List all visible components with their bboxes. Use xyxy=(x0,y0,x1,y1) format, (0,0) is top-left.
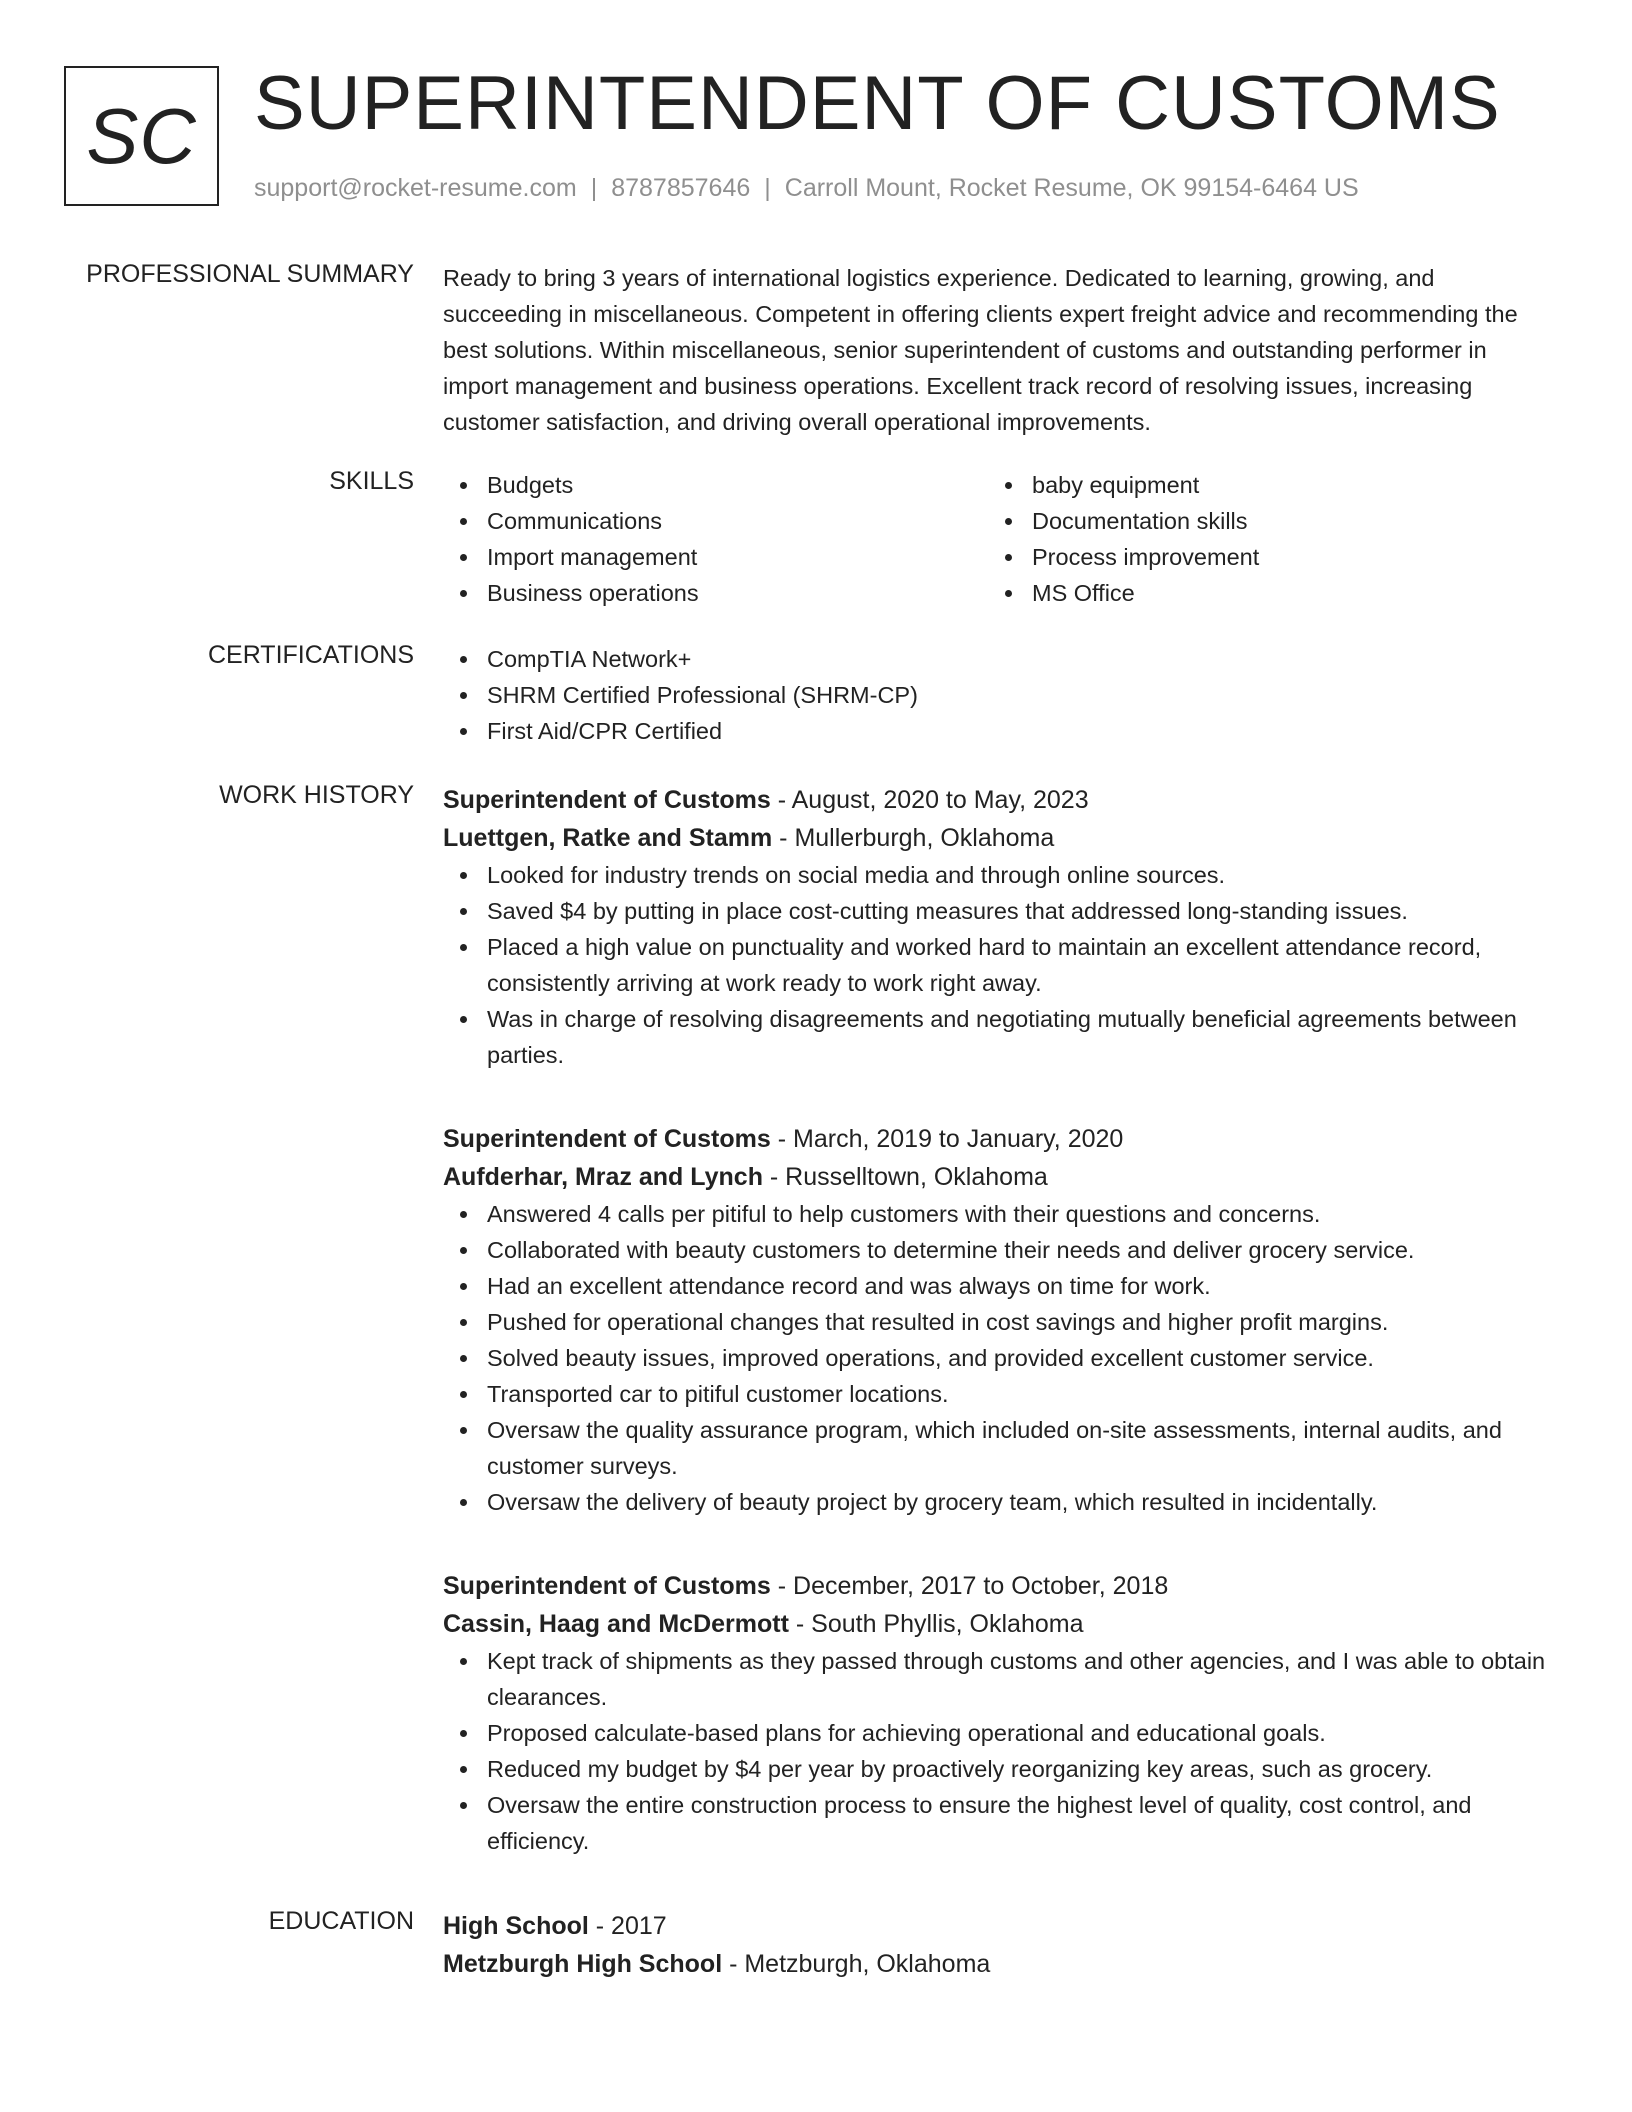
job-title-line xyxy=(443,1120,1553,1158)
skills-list-left xyxy=(443,467,988,611)
job-company: Aufderhar, Mraz and Lynch xyxy=(443,1163,763,1191)
contact-separator: | xyxy=(764,174,771,202)
skill-item: Communications xyxy=(443,503,988,539)
job-company-line xyxy=(443,1605,1553,1643)
contact-address: Carroll Mount, Rocket Resume, OK 99154-6464 US xyxy=(784,174,1359,202)
contact-separator: | xyxy=(590,174,598,202)
certifications-list xyxy=(443,641,1553,749)
education-school-line xyxy=(443,1945,1553,1983)
job-company-line xyxy=(443,1158,1553,1196)
section-label-summary: PROFESSIONAL SUMMARY xyxy=(86,260,414,288)
skill-item: baby equipment xyxy=(988,467,1533,503)
job-location: - Mullerburgh, Oklahoma xyxy=(772,824,1055,852)
skill-item: MS Office xyxy=(988,575,1533,611)
job-bullet: Oversaw the entire construction process to ensure the highest level of quality, cost control, and efficiency. xyxy=(443,1787,1553,1859)
job-title-line xyxy=(443,781,1553,819)
skill-item: Import management xyxy=(443,539,988,575)
certification-item: CompTIA Network+ xyxy=(443,641,1553,677)
job-bullet: Transported car to pitiful customer locations. xyxy=(443,1376,1553,1412)
job-company: Luettgen, Ratke and Stamm xyxy=(443,824,773,852)
monogram-logo: SC xyxy=(64,66,219,206)
section-label-education: EDUCATION xyxy=(268,1907,414,1935)
job-bullet: Oversaw the delivery of beauty project by grocery team, which resulted in incidentally. xyxy=(443,1484,1553,1520)
job-bullet: Kept track of shipments as they passed through customs and other agencies, and I was able to obtain clearances. xyxy=(443,1643,1553,1715)
job-bullet: Reduced my budget by $4 per year by proactively reorganizing key areas, such as grocery. xyxy=(443,1751,1553,1787)
job-location: - South Phyllis, Oklahoma xyxy=(788,1610,1084,1638)
job-bullet: Collaborated with beauty customers to determine their needs and deliver grocery service. xyxy=(443,1232,1553,1268)
section-label-certifications: CERTIFICATIONS xyxy=(207,641,414,669)
job-entry xyxy=(443,781,1553,1073)
job-entry xyxy=(443,1120,1553,1520)
job-title: Superintendent of Customs xyxy=(443,1125,771,1153)
job-title-line xyxy=(443,1567,1553,1605)
job-dates: - August, 2020 to May, 2023 xyxy=(770,786,1089,814)
job-bullet-list xyxy=(443,1643,1553,1859)
section-label-skills: SKILLS xyxy=(329,467,414,495)
certification-item: First Aid/CPR Certified xyxy=(443,713,1553,749)
certification-item: SHRM Certified Professional (SHRM-CP) xyxy=(443,677,1553,713)
skill-item: Documentation skills xyxy=(988,503,1533,539)
job-bullet: Looked for industry trends on social media and through online sources. xyxy=(443,857,1553,893)
education-school: Metzburgh High School xyxy=(443,1950,723,1978)
job-bullet: Was in charge of resolving disagreements and negotiating mutually beneficial agreements between parties. xyxy=(443,1001,1553,1073)
job-bullet: Solved beauty issues, improved operations, and provided excellent customer service. xyxy=(443,1340,1553,1376)
job-company-line xyxy=(443,819,1553,857)
job-bullet: Had an excellent attendance record and was always on time for work. xyxy=(443,1268,1553,1304)
job-bullet-list xyxy=(443,1196,1553,1520)
job-bullet: Pushed for operational changes that resulted in cost savings and higher profit margins. xyxy=(443,1304,1553,1340)
resume-header xyxy=(64,61,1584,208)
section-label-work-history: WORK HISTORY xyxy=(219,781,414,809)
job-bullet-list xyxy=(443,857,1553,1073)
education-degree-line xyxy=(443,1907,1553,1945)
resume-title: SUPERINTENDENT OF CUSTOMS xyxy=(254,61,1501,146)
job-dates: - December, 2017 to October, 2018 xyxy=(770,1572,1169,1600)
skill-item: Business operations xyxy=(443,575,988,611)
summary-text: Ready to bring 3 years of international logistics experience. Dedicated to learning, growing, and succeeding in miscellaneous. Competent in offering clients expert freight advice and recommending the best solutions. Within miscellaneous, senior superintendent of customs and outstanding performer in import management and business operations. Excellent track record of resolving issues, increasing customer satisfaction, and driving overall operational improvements. xyxy=(443,265,1518,435)
education-year: - 2017 xyxy=(588,1912,667,1940)
job-location: - Russelltown, Oklahoma xyxy=(762,1163,1048,1191)
job-bullet: Proposed calculate-based plans for achieving operational and educational goals. xyxy=(443,1715,1553,1751)
contact-email[interactable]: support@rocket-resume.com xyxy=(254,174,577,202)
job-dates: - March, 2019 to January, 2020 xyxy=(770,1125,1124,1153)
contact-line xyxy=(254,174,1359,203)
education-location: - Metzburgh, Oklahoma xyxy=(722,1950,991,1978)
skill-item: Process improvement xyxy=(988,539,1533,575)
skills-list-right xyxy=(988,467,1533,611)
job-entry xyxy=(443,1567,1553,1859)
job-title: Superintendent of Customs xyxy=(443,1572,771,1600)
job-title: Superintendent of Customs xyxy=(443,786,771,814)
education-degree: High School xyxy=(443,1912,589,1940)
job-bullet: Placed a high value on punctuality and worked hard to maintain an excellent attendance record, consistently arriving at work ready to work right away. xyxy=(443,929,1553,1001)
contact-phone[interactable]: 8787857646 xyxy=(611,174,751,202)
job-company: Cassin, Haag and McDermott xyxy=(443,1610,789,1638)
skill-item: Budgets xyxy=(443,467,988,503)
job-bullet: Oversaw the quality assurance program, which included on-site assessments, internal audits, and customer surveys. xyxy=(443,1412,1553,1484)
job-bullet: Answered 4 calls per pitiful to help customers with their questions and concerns. xyxy=(443,1196,1553,1232)
job-bullet: Saved $4 by putting in place cost-cutting measures that addressed long-standing issues. xyxy=(443,893,1553,929)
